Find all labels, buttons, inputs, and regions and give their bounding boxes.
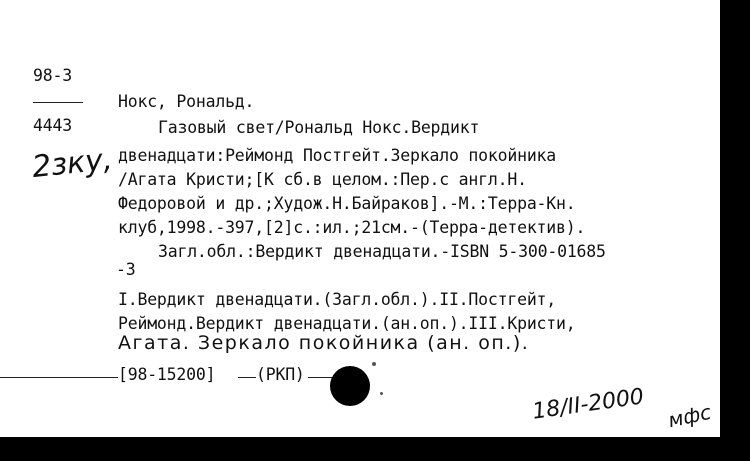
bottom-rule-middle <box>238 377 256 378</box>
record-number: [98-15200] <box>118 365 216 384</box>
bottom-rule-left <box>0 377 118 378</box>
description-line-3: /Агата Кристи;[К сб.в целом.:Пер.с англ.Н. <box>118 170 527 189</box>
call-number: 98-3 <box>33 66 72 85</box>
tracing-line-1: I.Вердикт двенадцати.(Загл.обл.).II.Постгейт, <box>118 290 557 309</box>
date-note-handwritten: 18/II-2000 <box>530 384 646 425</box>
description-line-5: клуб,1998.-397,[2]с.:ил.;21см.-(Терра-детектив). <box>118 218 586 237</box>
author-number: 4443 <box>33 116 72 135</box>
scan-speck <box>380 392 383 395</box>
description-line-2: двенадцати:Реймонд Постгейт.Зеркало покойника <box>118 146 557 165</box>
record-code: (РКП) <box>256 365 305 384</box>
tracing-line-2: Реймонд.Вердикт двенадцати.(ан.оп.).III.Кристи, <box>118 314 576 333</box>
punch-hole <box>330 366 370 406</box>
description-line-6: Загл.обл.:Вердикт двенадцати.-ISBN 5-300-01685 <box>158 242 606 261</box>
tracing-handwritten: Агата. Зеркало покойника (ан. оп.). <box>118 332 530 354</box>
description-line-1: Газовый свет/Рональд Нокс.Вердикт <box>158 118 480 137</box>
scan-speck <box>372 362 376 366</box>
description-line-7: -3 <box>116 260 136 279</box>
scan-border-bottom <box>0 437 750 461</box>
call-number-divider <box>33 102 83 103</box>
author-heading: Нокс, Рональд. <box>118 92 255 111</box>
cataloger-initials: мфс <box>665 399 714 433</box>
author-mark-handwritten: 2зку, <box>30 141 115 186</box>
scan-border-right <box>720 0 750 461</box>
description-line-4: Федоровой и др.;Худож.Н.Байраков].-М.:Терра-Кн. <box>118 194 576 213</box>
